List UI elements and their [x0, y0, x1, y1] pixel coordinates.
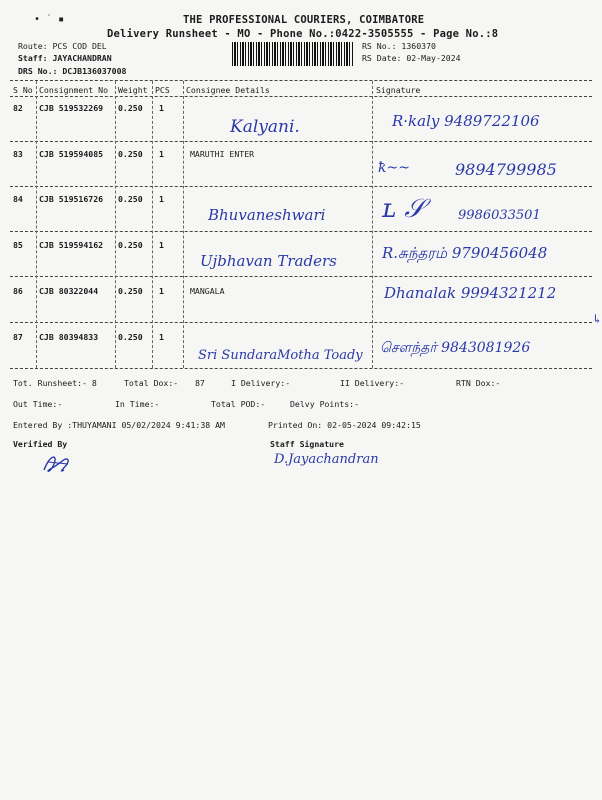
handwritten-signature: Dhanalak 9994321212: [384, 284, 557, 302]
entered-by: Entered By :THUYAMANI 05/02/2024 9:41:38 AM: [13, 420, 225, 430]
route-label: Route: PCS COD DEL: [18, 41, 107, 51]
column-divider: [36, 81, 37, 368]
row-sno: 87: [13, 332, 23, 342]
row-pcs: 1: [159, 240, 164, 250]
row-consignee: MANGALA: [190, 286, 225, 296]
total-dox-label: Total Dox:-: [124, 378, 179, 388]
row-pcs: 1: [159, 103, 164, 113]
total-dox-value: 87: [195, 378, 205, 388]
col-header-consignee: Consignee Details: [186, 85, 270, 95]
row-consignment: CJB 519516726: [39, 194, 104, 204]
barcode: [232, 42, 354, 66]
row-pcs: 1: [159, 286, 164, 296]
handwritten-signature: R·kaly 9489722106: [392, 112, 540, 130]
row-weight: 0.250: [118, 240, 143, 250]
table-top-rule: [10, 80, 592, 81]
runsheet-subtitle: Delivery Runsheet - MO - Phone No.:0422-3505555 - Page No.:8: [107, 28, 499, 40]
out-time: Out Time:-: [13, 399, 63, 409]
verifier-signature-mark: [38, 450, 78, 480]
handwritten-consignee: Kalyani.: [230, 117, 300, 137]
row-weight: 0.250: [118, 103, 143, 113]
table-bottom-rule: [10, 368, 592, 369]
staff-label: Staff: JAYACHANDRAN: [18, 53, 112, 63]
column-divider: [183, 81, 184, 368]
row-pcs: 1: [159, 332, 164, 342]
handwritten-consignee: Bhuvaneshwari: [208, 206, 326, 224]
row-consignment: CJB 80394833: [39, 332, 99, 342]
column-divider: [115, 81, 116, 368]
edge-mark: ↳: [592, 312, 602, 326]
rs-date: RS Date: 02-May-2024: [362, 53, 461, 63]
column-divider: [152, 81, 153, 368]
col-header-consignment: Consignment No: [39, 85, 109, 95]
printed-on: Printed On: 02-05-2024 09:42:15: [268, 420, 421, 430]
row-consignee: MARUTHI ENTER: [190, 149, 255, 159]
row-pcs: 1: [159, 194, 164, 204]
row-weight: 0.250: [118, 286, 143, 296]
row-consignment: CJB 519594162: [39, 240, 104, 250]
total-pod: Total POD:-: [211, 399, 266, 409]
staff-signature-handwritten: D.Jayachandran: [274, 452, 379, 467]
delivery-points: Delvy Points:-: [290, 399, 360, 409]
handwritten-signature: சௌந்தர் 9843081926: [380, 340, 531, 356]
handwritten-signature: 9894799985: [455, 160, 557, 179]
total-runsheet: Tot. Runsheet:- 8: [13, 378, 97, 388]
handwritten-signature: R.சுந்தரம் 9790456048: [382, 244, 548, 262]
col-header-sno: S No: [13, 85, 33, 95]
row-sno: 83: [13, 149, 23, 159]
i-delivery: I Delivery:-: [231, 378, 291, 388]
staff-signature-label: Staff Signature: [270, 439, 344, 449]
ii-delivery: II Delivery:-: [340, 378, 405, 388]
handwritten-consignee: Sri SundaraMotha Toady: [198, 348, 363, 363]
row-divider: [10, 276, 592, 277]
handwritten-signature: 9986033501: [458, 208, 541, 223]
scan-specks: • ˙ ▪: [34, 14, 65, 25]
row-divider: [10, 322, 592, 323]
row-weight: 0.250: [118, 332, 143, 342]
rs-number: RS No.: 1360370: [362, 41, 436, 51]
row-divider: [10, 186, 592, 187]
rtn-dox: RTN Dox:-: [456, 378, 501, 388]
row-weight: 0.250: [118, 194, 143, 204]
col-header-pcs: PCS: [155, 85, 170, 95]
signature-scrawl: ʟ 𝒮: [382, 194, 425, 224]
drs-number: DRS No.: DCJB136037008: [18, 66, 127, 76]
row-consignment: CJB 80322044: [39, 286, 99, 296]
row-weight: 0.250: [118, 149, 143, 159]
handwritten-consignee: Ujbhavan Traders: [200, 252, 337, 270]
scribble-mark: ꝁ~~: [378, 160, 410, 176]
col-header-weight: Weight: [118, 85, 148, 95]
row-sno: 85: [13, 240, 23, 250]
header-bottom-rule: [10, 96, 592, 97]
row-sno: 86: [13, 286, 23, 296]
row-divider: [10, 231, 592, 232]
verified-by-label: Verified By: [13, 439, 68, 449]
row-divider: [10, 141, 592, 142]
row-sno: 84: [13, 194, 23, 204]
col-header-signature: Signature: [376, 85, 421, 95]
row-pcs: 1: [159, 149, 164, 159]
row-sno: 82: [13, 103, 23, 113]
row-consignment: CJB 519532269: [39, 103, 104, 113]
column-divider: [372, 81, 373, 368]
row-consignment: CJB 519594085: [39, 149, 104, 159]
company-title: THE PROFESSIONAL COURIERS, COIMBATORE: [183, 14, 425, 26]
in-time: In Time:-: [115, 399, 160, 409]
